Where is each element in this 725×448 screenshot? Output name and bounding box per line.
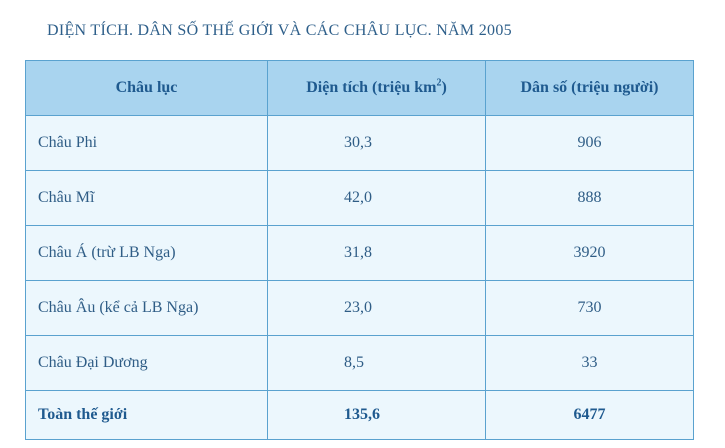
cell-area: 31,8 (268, 226, 486, 281)
cell-population: 3920 (486, 226, 694, 281)
cell-continent: Châu Đại Dương (26, 336, 268, 391)
cell-population: 906 (486, 116, 694, 171)
page-title: DIỆN TÍCH. DÂN SỐ THẾ GIỚI VÀ CÁC CHÂU LỤC. NĂM 2005 (47, 22, 512, 39)
data-table-container (25, 60, 693, 444)
header-area-superscript: 2 (436, 77, 442, 89)
cell-population: 730 (486, 281, 694, 336)
header-area-close: ) (441, 79, 447, 96)
cell-continent: Châu Âu (kể cả LB Nga) (26, 281, 268, 336)
header-population: Dân số (triệu người) (486, 61, 694, 116)
table-row (26, 281, 694, 336)
cell-total-label: Toàn thế giới (26, 391, 268, 440)
cell-continent: Châu Mĩ (26, 171, 268, 226)
cell-area: 42,0 (268, 171, 486, 226)
cell-population: 33 (486, 336, 694, 391)
cell-total-population: 6477 (486, 391, 694, 440)
cell-area: 30,3 (268, 116, 486, 171)
table-row (26, 116, 694, 171)
header-area (268, 61, 486, 116)
cell-area: 8,5 (268, 336, 486, 391)
cell-population: 888 (486, 171, 694, 226)
header-continent: Châu lục (26, 61, 268, 116)
cell-continent: Châu Phi (26, 116, 268, 171)
table-row (26, 336, 694, 391)
table-header-row (26, 61, 694, 116)
continent-table (25, 60, 694, 440)
cell-continent: Châu Á (trừ LB Nga) (26, 226, 268, 281)
table-total-row (26, 391, 694, 440)
cell-total-area: 135,6 (268, 391, 486, 440)
table-row (26, 226, 694, 281)
header-area-label: Diện tích (triệu km (306, 79, 437, 96)
table-row (26, 171, 694, 226)
cell-area: 23,0 (268, 281, 486, 336)
